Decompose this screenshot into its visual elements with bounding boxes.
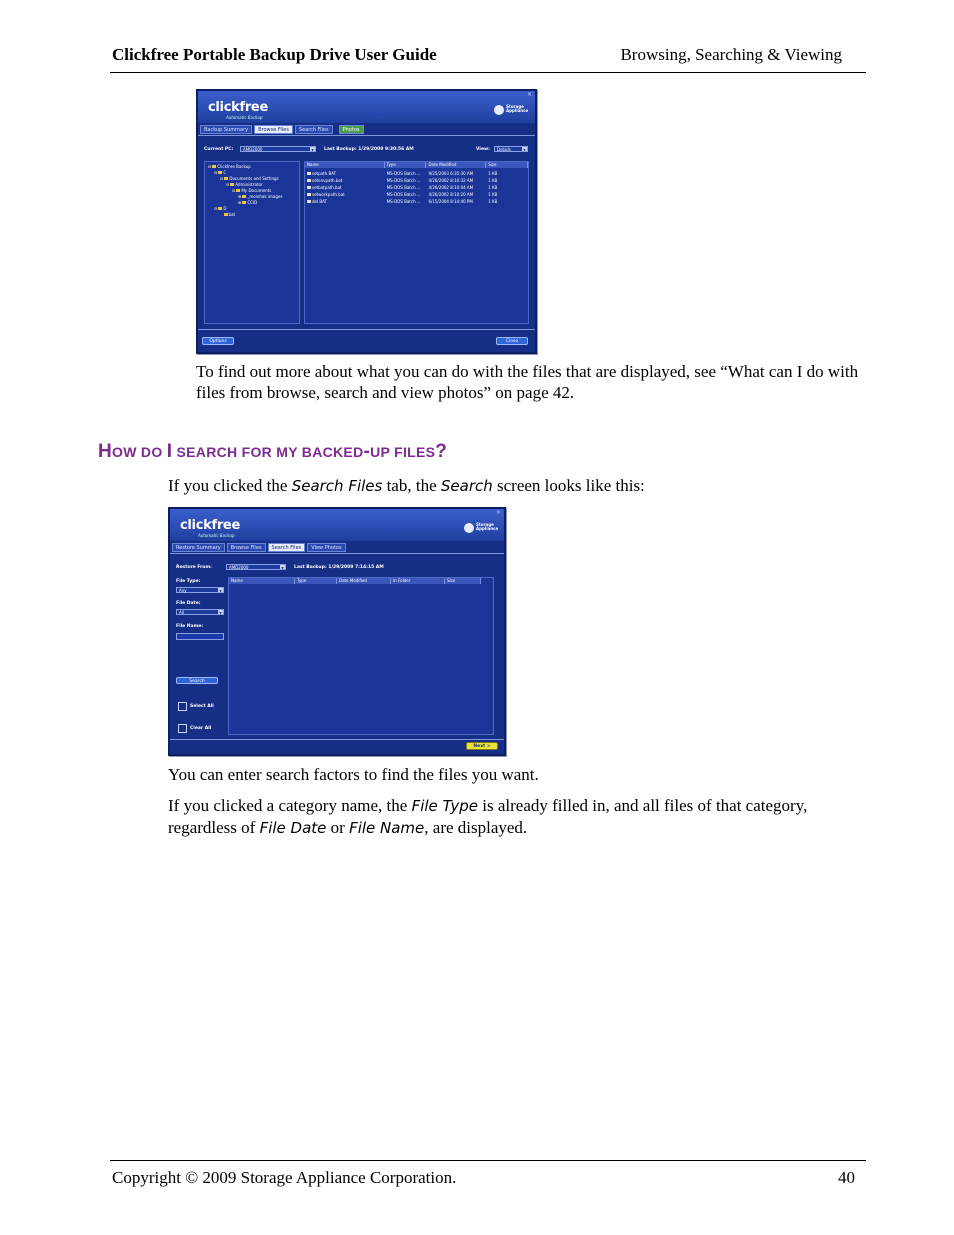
select-all-icon[interactable] [178,702,187,711]
current-pc-label: Current PC: [204,147,234,152]
next-button[interactable]: Next > [466,742,498,750]
chevron-down-icon: ▼ [311,148,314,152]
chevron-down-icon: ▼ [281,566,284,570]
file-name-label: File Name: [176,624,204,629]
folder-icon [236,189,240,192]
tab-divider [170,553,504,554]
file-list[interactable] [304,161,529,324]
options-button[interactable]: Options [202,337,234,345]
batch-file-icon [307,179,311,182]
tree-item[interactable]: ⊟ My Documents [232,188,272,193]
table-row[interactable]: setbatpath.bat MS-DOS Batch ... 4/26/2002 8:10:04 AM 1 KB [305,184,528,191]
last-backup-text: Last Backup: 1/29/2009 9:30:56 AM [324,147,414,152]
file-type-label: File Type: [176,579,201,584]
brand-name: Storage Appliance [506,104,529,113]
column-header[interactable]: Date Modified [426,162,486,168]
folder-icon [224,213,228,216]
close-icon[interactable]: × [495,509,501,516]
tab-search-files[interactable]: Search Files [295,125,333,134]
tab-bar [170,543,504,552]
tree-item[interactable]: ⊟ Documents and Settings [220,176,279,181]
copyright-text: Copyright © 2009 Storage Appliance Corporation. [112,1168,457,1187]
tab-backup-summary[interactable]: Backup Summary [200,125,252,134]
file-type-select[interactable]: Any ▼ [176,587,224,593]
column-header[interactable]: Size [486,162,528,168]
app-banner [198,91,535,123]
tree-item[interactable]: ⊟ C [214,170,227,175]
close-button[interactable]: Close [496,337,528,345]
tab-browse-files[interactable]: Browse Files [254,125,293,134]
category-paragraph: If you clicked a category name, the File Type is already filled in, and all files of that category, regardless of File Date or File Name, are displayed. [168,796,808,837]
browse-files-screenshot [196,89,537,354]
current-pc-select[interactable]: AMD2000 ▼ [240,146,316,152]
file-name-input[interactable] [176,633,224,640]
tab-search-files[interactable]: Search Files [268,543,306,552]
tab-restore-summary[interactable]: Restore Summary [172,543,225,552]
last-backup-text: Last Backup: 1/29/2009 7:14:15 AM [294,565,384,570]
chevron-down-icon: ▼ [219,589,222,593]
folder-icon [212,165,216,168]
section-title: Browsing, Searching & Viewing [620,45,842,64]
column-header[interactable]: Size [445,578,481,584]
app-banner [170,509,504,541]
view-label: View: [476,147,490,152]
intro-paragraph: If you clicked the Search Files tab, the Search screen looks like this: [168,476,645,495]
footer-divider [110,1160,866,1161]
file-date-select[interactable]: All ▼ [176,609,224,615]
tab-view-photos[interactable]: View Photos [307,543,345,552]
folder-icon [218,207,222,210]
select-all-label[interactable]: Select All [190,704,214,709]
view-select[interactable]: Details ▼ [494,146,528,152]
folder-icon [242,195,246,198]
clear-all-icon[interactable] [178,724,187,733]
tree-item[interactable]: bat [220,212,235,218]
logo-tagline: Automatic Backup [198,533,235,538]
table-row[interactable]: del.BAT MS-DOS Batch ... 6/15/2004 8:14:40 PM 1 KB [305,198,528,205]
header-divider [110,72,866,73]
storage-appliance-icon [464,523,474,533]
guide-title: Clickfree Portable Backup Drive User Guide [112,45,437,64]
tree-item[interactable]: ⊟ Clickfree Backup [208,164,251,169]
table-row[interactable]: setworkpath.bat MS-DOS Batch ... 4/26/2002 8:10:20 AM 1 KB [305,191,528,198]
close-icon[interactable]: × [526,91,532,98]
batch-file-icon [307,193,311,196]
search-files-screenshot [168,507,506,756]
clickfree-logo: clickfree [180,518,240,533]
section-heading: HOW DO I SEARCH FOR MY BACKED-UP FILES? [98,441,448,462]
chevron-down-icon: ▼ [219,611,222,615]
folder-tree[interactable] [204,161,300,324]
results-list[interactable] [228,577,494,735]
clear-all-label[interactable]: Clear All [190,726,212,731]
brand-name: Storage Appliance [476,522,499,531]
folder-icon [242,201,246,204]
info-paragraph: To find out more about what you can do with the files that are displayed, see “What can I do with files from browse, search and view photos” on page 42. [196,362,859,402]
tree-item[interactable]: ⊞ _moinhak images [238,194,283,199]
tab-photos[interactable]: Photos [339,125,364,134]
tab-browse-files[interactable]: Browse Files [227,543,266,552]
folder-icon [230,183,234,186]
tree-item[interactable]: ⊞ CCID [238,200,258,205]
folder-icon [218,171,222,174]
footer-divider [170,739,504,740]
file-date-label: File Date: [176,601,201,606]
batch-file-icon [307,172,311,175]
folder-icon [224,177,228,180]
file-list-header [305,162,528,168]
batch-file-icon [307,186,311,189]
column-header[interactable]: Date Modified [337,578,391,584]
tree-item[interactable]: ⊟ D [214,206,227,211]
results-header [229,578,493,584]
clickfree-logo: clickfree [208,100,268,115]
column-header[interactable]: In Folder [391,578,445,584]
tab-divider [198,135,535,136]
search-button[interactable]: Search [176,677,218,684]
storage-appliance-icon [494,105,504,115]
logo-tagline: Automatic Backup [226,115,263,120]
chevron-down-icon: ▼ [523,148,526,152]
search-factors-paragraph: You can enter search factors to find the files you want. [168,765,539,784]
table-row[interactable]: setpath.BAT MS-DOS Batch ... 9/25/2003 6:35:30 AM 1 KB [305,170,528,177]
restore-from-select[interactable]: AMD2000 ▼ [226,564,286,570]
table-row[interactable]: setenvpath.bat MS-DOS Batch ... 4/26/2002 8:10:32 AM 1 KB [305,177,528,184]
column-header[interactable]: Type [385,162,427,168]
column-header[interactable]: Name [305,162,385,168]
column-header[interactable]: Name [229,578,295,584]
batch-file-icon [307,200,311,203]
tab-bar [198,125,535,134]
page-number: 40 [838,1168,855,1187]
tree-item[interactable]: ⊟ Administrator [226,182,263,187]
footer-divider [198,329,535,330]
column-header[interactable]: Type [295,578,337,584]
restore-from-label: Restore From: [176,565,212,570]
